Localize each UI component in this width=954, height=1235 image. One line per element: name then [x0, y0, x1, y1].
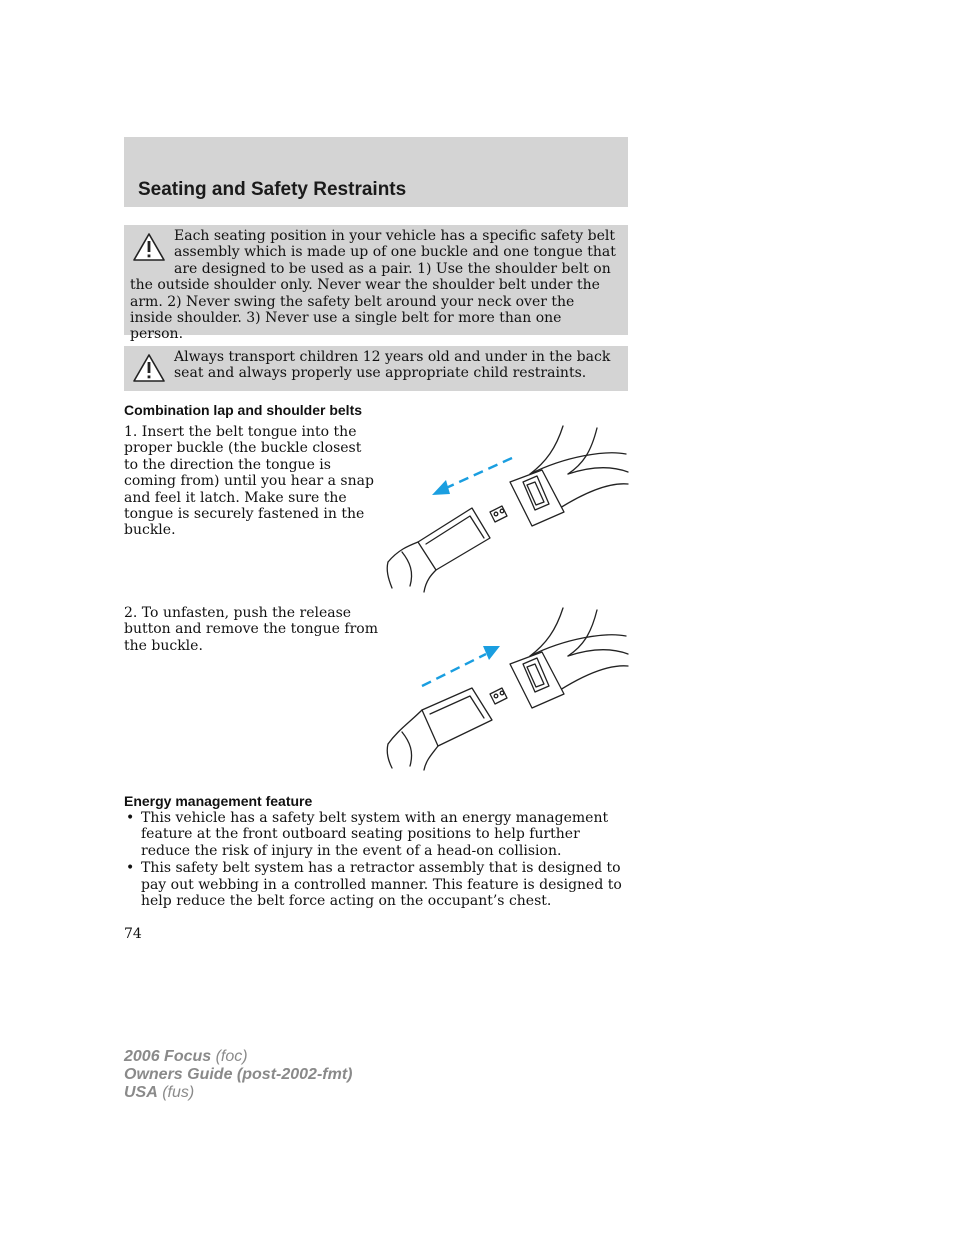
warning-triangle-icon — [132, 353, 166, 383]
step-fasten: 1. Insert the belt tongue into the proper buckle (the buckle closest to the direction the tongue is coming from) until you hear a snap and feel it latch. Make sure the tongue is securely fastened in the buckle. — [124, 424, 374, 539]
warning-text: Each seating position in your vehicle has a specific safety belt assembly which is made up of one buckle and one tongue that are designed to be used as a pair. 1) Use the shoulder belt on the outside shoulder only. Never wear the shoulder belt under the arm. 2) Never swing the safety belt around your neck over the inside shoulder. 3) Never use a single belt for more than one person. — [130, 228, 616, 343]
combination-heading: Combination lap and shoulder belts — [124, 402, 363, 418]
arrow-left-icon — [432, 458, 512, 495]
footer-line-model: 2006 Focus (foc) — [124, 1048, 248, 1065]
section-header-band — [124, 137, 628, 207]
page-number: 74 — [124, 926, 142, 942]
footer-line-market: USA (fus) — [124, 1084, 195, 1101]
list-item: • This vehicle has a safety belt system with an energy management feature at the front outboard seating positions to help further reduce the risk of injury in the event of a head-on collision. — [124, 810, 624, 859]
warning-triangle-icon — [132, 232, 166, 262]
buckle-unfasten-illustration — [380, 604, 630, 774]
warning-text: Always transport children 12 years old and under in the back seat and always properly use appropriate child restraints. — [174, 349, 611, 382]
footer-line-guide: Owners Guide (post-2002-fmt) — [124, 1066, 353, 1083]
arrow-right-icon — [422, 646, 500, 686]
step-unfasten: 2. To unfasten, push the release button and remove the tongue from the buckle. — [124, 605, 378, 654]
document-footer — [124, 1048, 352, 1102]
energy-bullet-list — [124, 810, 624, 910]
list-item: • This safety belt system has a retractor assembly that is designed to pay out webbing in a controlled manner. This feature is designed to help reduce the belt force acting on the occupant’s chest. — [124, 860, 624, 909]
buckle-fasten-illustration — [380, 422, 630, 594]
warning-box-belt-usage — [124, 225, 628, 343]
warning-box-children — [124, 346, 628, 391]
energy-heading: Energy management feature — [124, 793, 313, 809]
section-title: Seating and Safety Restraints — [138, 179, 407, 200]
